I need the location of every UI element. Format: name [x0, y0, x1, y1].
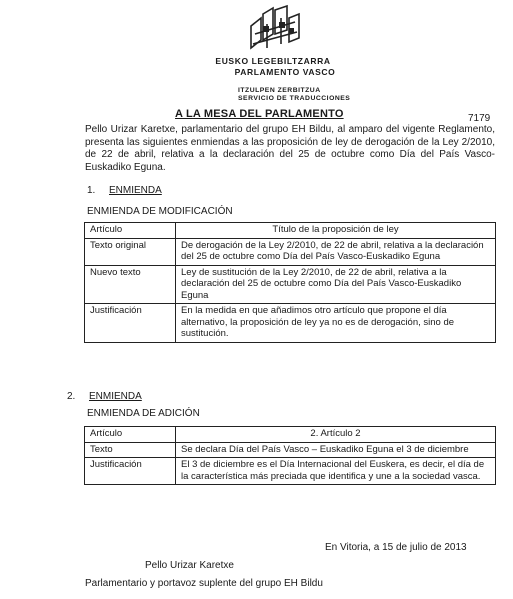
table-row — [85, 442, 496, 458]
table-row — [85, 304, 496, 343]
amendment-2-table — [84, 426, 496, 485]
row-value: Se declara Día del País Vasco – Euskadiko Eguna el 3 de diciembre — [176, 442, 496, 458]
org-name-basque: EUSKO LEGEBILTZARRA — [215, 56, 331, 66]
row-key: Artículo — [85, 427, 176, 443]
row-key: Texto — [85, 442, 176, 458]
parliament-logo-icon — [243, 4, 307, 54]
amendment-1-table — [84, 222, 496, 343]
amendment-number: 1. — [87, 185, 96, 196]
service-name-basque: ITZULPEN ZERBITZUA — [238, 87, 321, 94]
intro-paragraph: Pello Urizar Karetxe, parlamentario del grupo EH Bildu, al amparo del vigente Reglamento, presenta las siguientes enmiendas a las proposición de ley de derogación de la Ley 2/2010, de 22 de abril, relativa a la declaración del 25 de octubre como Día del País Vasco-Euskadiko Eguna. — [85, 124, 495, 173]
amendment-number: 2. — [67, 391, 76, 402]
service-name-spanish: SERVICIO DE TRADUCCIONES — [238, 95, 351, 102]
row-key: Artículo — [85, 223, 176, 239]
table-row — [85, 458, 496, 485]
amendment-1-type: ENMIENDA DE MODIFICACIÓN — [87, 206, 233, 217]
row-value: Ley de sustitución de la Ley 2/2010, de 22 de abril, relativa a la declaración del 25 de octubre como Día del País Vasco-Euskadiko Eguna — [176, 265, 496, 304]
amendment-label: ENMIENDA — [89, 391, 142, 402]
row-key: Justificación — [85, 304, 176, 343]
amendment-2-type: ENMIENDA DE ADICIÓN — [87, 408, 200, 419]
row-key: Nuevo texto — [85, 265, 176, 304]
table-row — [85, 265, 496, 304]
signer-name: Pello Urizar Karetxe — [145, 560, 234, 571]
amendment-label: ENMIENDA — [109, 185, 162, 196]
row-key: Texto original — [85, 238, 176, 265]
table-row — [85, 238, 496, 265]
row-value: Título de la proposición de ley — [176, 223, 496, 239]
table-row — [85, 223, 496, 239]
document-number: 7179 — [468, 113, 491, 124]
table-row — [85, 427, 496, 443]
signer-role: Parlamentario y portavoz suplente del grupo EH Bildu — [85, 578, 323, 589]
row-value: El 3 de diciembre es el Día Internacional del Euskera, es decir, el día de la característica más preciada que identifica y une a la sociedad vasca. — [176, 458, 496, 485]
row-key: Justificación — [85, 458, 176, 485]
row-value: En la medida en que añadimos otro artículo que propone el día alternativo, la proposición de ley ya no es de derogación, sino de sustitución. — [176, 304, 496, 343]
row-value: De derogación de la Ley 2/2010, de 22 de abril, relativa a la declaración del 25 de octubre como Día del País Vasco-Euskadiko Eguna — [176, 238, 496, 265]
signing-date: En Vitoria, a 15 de julio de 2013 — [325, 542, 467, 553]
document-heading: A LA MESA DEL PARLAMENTO — [175, 108, 344, 120]
row-value: 2. Artículo 2 — [176, 427, 496, 443]
amendment-1-title — [87, 185, 162, 196]
amendment-2-title — [67, 391, 142, 402]
org-name-spanish: PARLAMENTO VASCO — [234, 67, 336, 77]
